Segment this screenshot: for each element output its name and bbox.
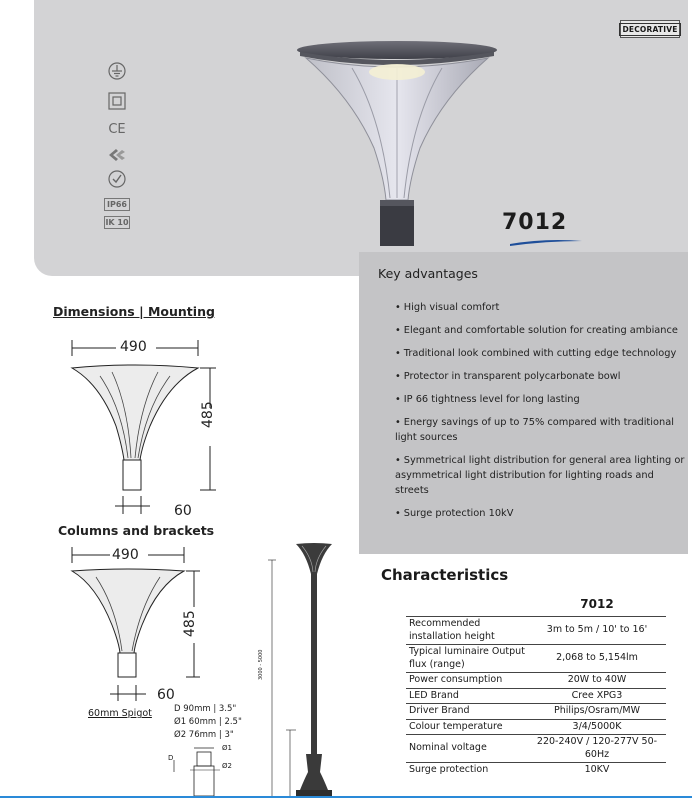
list-item: • Surge protection 10kV [395, 508, 514, 519]
luminaire-photo [292, 38, 502, 250]
decorative-badge: DECORATIVE [620, 20, 680, 38]
table-row: Typical luminaire Output flux (range) 2,068 to 5,154lm [406, 645, 666, 673]
dimension-height: 485 [200, 401, 216, 428]
key-advantages-panel [359, 252, 688, 554]
columns-spigot: 60 [157, 687, 175, 703]
enec-mark-icon [104, 146, 130, 164]
list-item: • Energy savings of up to 75% compared with traditional light sources [395, 417, 674, 443]
phi1-label: Ø1 [222, 744, 232, 752]
table-row: LED Brand Cree XPG3 [406, 688, 666, 704]
table-model-header: 7012 [580, 597, 614, 611]
list-item: • Symmetrical light distribution for general area lighting or asymmetrical light distribution for lighting roads and streets [395, 455, 685, 496]
list-item: • Elegant and comfortable solution for creating ambiance [395, 325, 678, 336]
table-row: Driver Brand Philips/Osram/MW [406, 704, 666, 720]
characteristics-title: Characteristics [381, 566, 509, 584]
phi2-label: Ø2 [222, 762, 232, 770]
ik10-label: IK 10 [105, 218, 129, 227]
table-row: Recommended installation height 3m to 5m / 10' to 16' [406, 617, 666, 645]
dimension-spigot: 60 [174, 503, 192, 519]
rohs-check-icon [104, 170, 130, 188]
list-item: • High visual comfort [395, 302, 500, 313]
hero-panel [34, 0, 688, 276]
footer-accent-line [0, 796, 692, 798]
ip66-label: IP66 [104, 198, 130, 211]
pole-drawing [262, 540, 342, 798]
model-title: 7012 [502, 210, 568, 235]
advantages-list [395, 300, 685, 529]
list-item: • Traditional look combined with cutting edge technology [395, 348, 677, 359]
table-row: Nominal voltage 220-240V / 120-277V 50-60Hz [406, 735, 666, 763]
spec-line: Ø1 60mm | 2.5" [174, 717, 242, 727]
characteristics-table [406, 594, 666, 778]
spec-line: Ø2 76mm | 3" [174, 730, 234, 740]
columns-title: Columns and brackets [58, 523, 215, 538]
spec-line: D 90mm | 3.5" [174, 704, 237, 714]
list-item: • IP 66 tightness level for long lasting [395, 394, 580, 405]
columns-height: 485 [182, 610, 198, 637]
columns-width: 490 [112, 547, 139, 563]
table-row: Colour temperature 3/4/5000K [406, 719, 666, 735]
key-advantages-title: Key advantages [378, 266, 478, 281]
earth-ground-icon [104, 62, 130, 80]
list-item: • Protector in transparent polycarbonate bowl [395, 371, 621, 382]
dimensions-title: Dimensions | Mounting [53, 304, 215, 319]
d-label: D [168, 754, 174, 762]
spigot-detail-drawing [164, 742, 244, 798]
table-row: Surge protection 10KV [406, 763, 666, 778]
swoosh-decoration [510, 236, 582, 246]
spigot-label: 60mm Spigot [88, 708, 152, 719]
dimension-width: 490 [120, 339, 147, 355]
table-row: Power consumption 20W to 40W [406, 673, 666, 689]
pole-height-label: 3000 - 5000 [258, 649, 264, 680]
ce-mark-icon: CE [108, 121, 126, 137]
class-ii-icon [104, 92, 130, 110]
